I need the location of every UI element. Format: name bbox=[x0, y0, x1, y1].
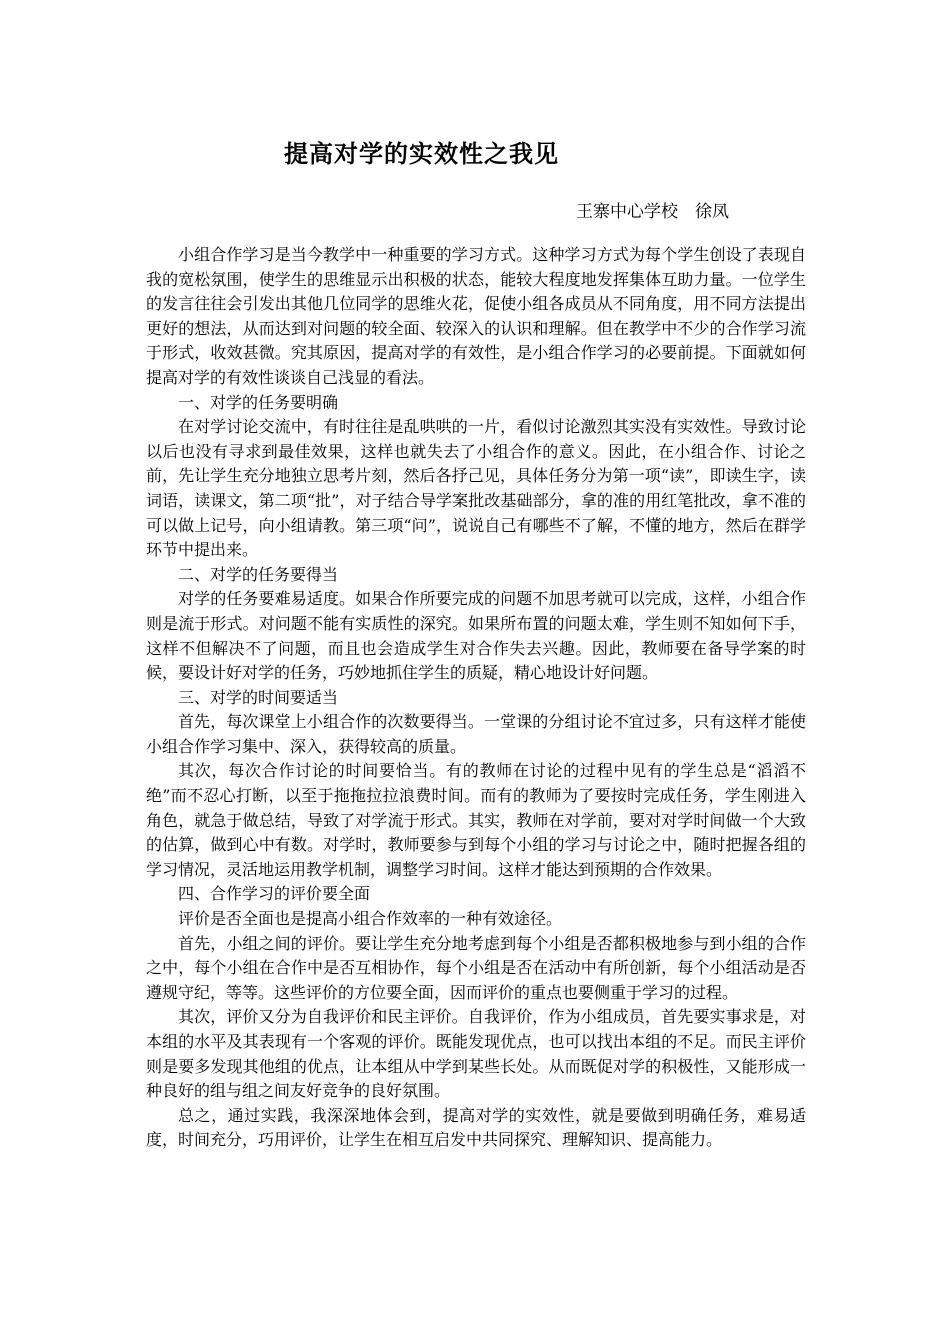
page-title: 提高对学的实效性之我见 bbox=[284, 139, 559, 168]
paragraph-section-2: 对学的任务要难易适度。如果合作所要完成的问题不加思考就可以完成，这样，小组合作则是流于形式。对问题不能有实质性的深究。如果所布置的问题太难，学生则不知如何下手，这样不但解决不了问题，而且也会造成学生对合作失去兴趣。因此，教师要在备导学案的时候，要设计好对学的任务，巧妙地抓住学生的质疑，精心地设计好问题。 bbox=[146, 589, 806, 683]
paragraph-section-3-first: 首先，每次课堂上小组合作的次数要得当。一堂课的分组讨论不宜过多，只有这样才能使小组合作学习集中、深入，获得较高的质量。 bbox=[146, 712, 806, 756]
paragraph-section-4-second: 其次，评价又分为自我评价和民主评价。自我评价，作为小组成员，首先要实事求是，对本组的水平及其表现有一个客观的评价。既能发现优点，也可以找出本组的不足。而民主评价则是要多发现其他组的优点，让本组从中学到某些长处。从而既促对学的积极性，又能形成一种良好的组与组之间友好竞争的良好氛围。 bbox=[146, 1007, 806, 1101]
author-line: 王寨中心学校 徐凤 bbox=[576, 202, 729, 222]
section-heading-4: 四、合作学习的评价要全面 bbox=[178, 884, 371, 904]
article-body bbox=[146, 243, 806, 1153]
paragraph-section-4-first: 首先，小组之间的评价。要让学生充分地考虑到每个小组是否都积极地参与到小组的合作之中，每个小组在合作中是否互相协作，每个小组是否在活动中有所创新，每个小组活动是否遵规守纪，等等。这些评价的方位要全面，因而评价的重点也要侧重于学习的过程。 bbox=[146, 933, 806, 1002]
paragraph-section-1: 在对学讨论交流中，有时往往是乱哄哄的一片，看似讨论激烈其实没有实效性。导致讨论以后也没有寻求到最佳效果，这样也就失去了小组合作的意义。因此，在小组合作、讨论之前，先让学生充分地独立思考片刻，然后各抒己见，具体任务分为第一项“读”，即读生字，读词语，读课文，第二项“批”，对子结合导学案批改基础部分，拿的准的用红笔批改，拿不准的可以做上记号，向小组请教。第三项“问”，说说自己有哪些不了解，不懂的地方，然后在群学环节中提出来。 bbox=[146, 417, 806, 560]
paragraph-section-3-second: 其次，每次合作讨论的时间要恰当。有的教师在讨论的过程中见有的学生总是“滔滔不绝”而不忍心打断，以至于拖拖拉拉浪费时间。而有的教师为了要按时完成任务，学生刚进入角色，就急于做总结，导致了对学流于形式。其实，教师在对学前，要对对学时间做一个大致的估算，做到心中有数。对学时，教师要参与到每个小组的学习与讨论之中，随时把握各组的学习情况，灵活地运用教学机制，调整学习时间。这样才能达到预期的合作效果。 bbox=[146, 761, 806, 879]
section-heading-2: 二、对学的任务要得当 bbox=[178, 564, 339, 584]
paragraph-intro: 小组合作学习是当今教学中一种重要的学习方式。这种学习方式为每个学生创设了表现自我的宽松氛围，使学生的思维显示出积极的状态，能较大程度地发挥集体互助力量。一位学生的发言往往会引发出其他几位同学的思维火花，促使小组各成员从不同角度，用不同方法提出更好的想法，从而达到对问题的较全面、较深入的认识和理解。但在教学中不少的合作学习流于形式，收效甚微。究其原因，提高对学的有效性，是小组合作学习的必要前提。下面就如何提高对学的有效性谈谈自己浅显的看法。 bbox=[146, 245, 806, 387]
paragraph-conclusion: 总之，通过实践，我深深地体会到，提高对学的实效性，就是要做到明确任务，难易适度，时间充分，巧用评价，让学生在相互启发中共同探究、理解知识、提高能力。 bbox=[146, 1105, 806, 1150]
section-heading-3: 三、对学的时间要适当 bbox=[178, 687, 339, 707]
section-heading-1: 一、对学的任务要明确 bbox=[178, 392, 339, 412]
paragraph-section-4-lead: 评价是否全面也是提高小组合作效率的一种有效途径。 bbox=[178, 909, 563, 929]
